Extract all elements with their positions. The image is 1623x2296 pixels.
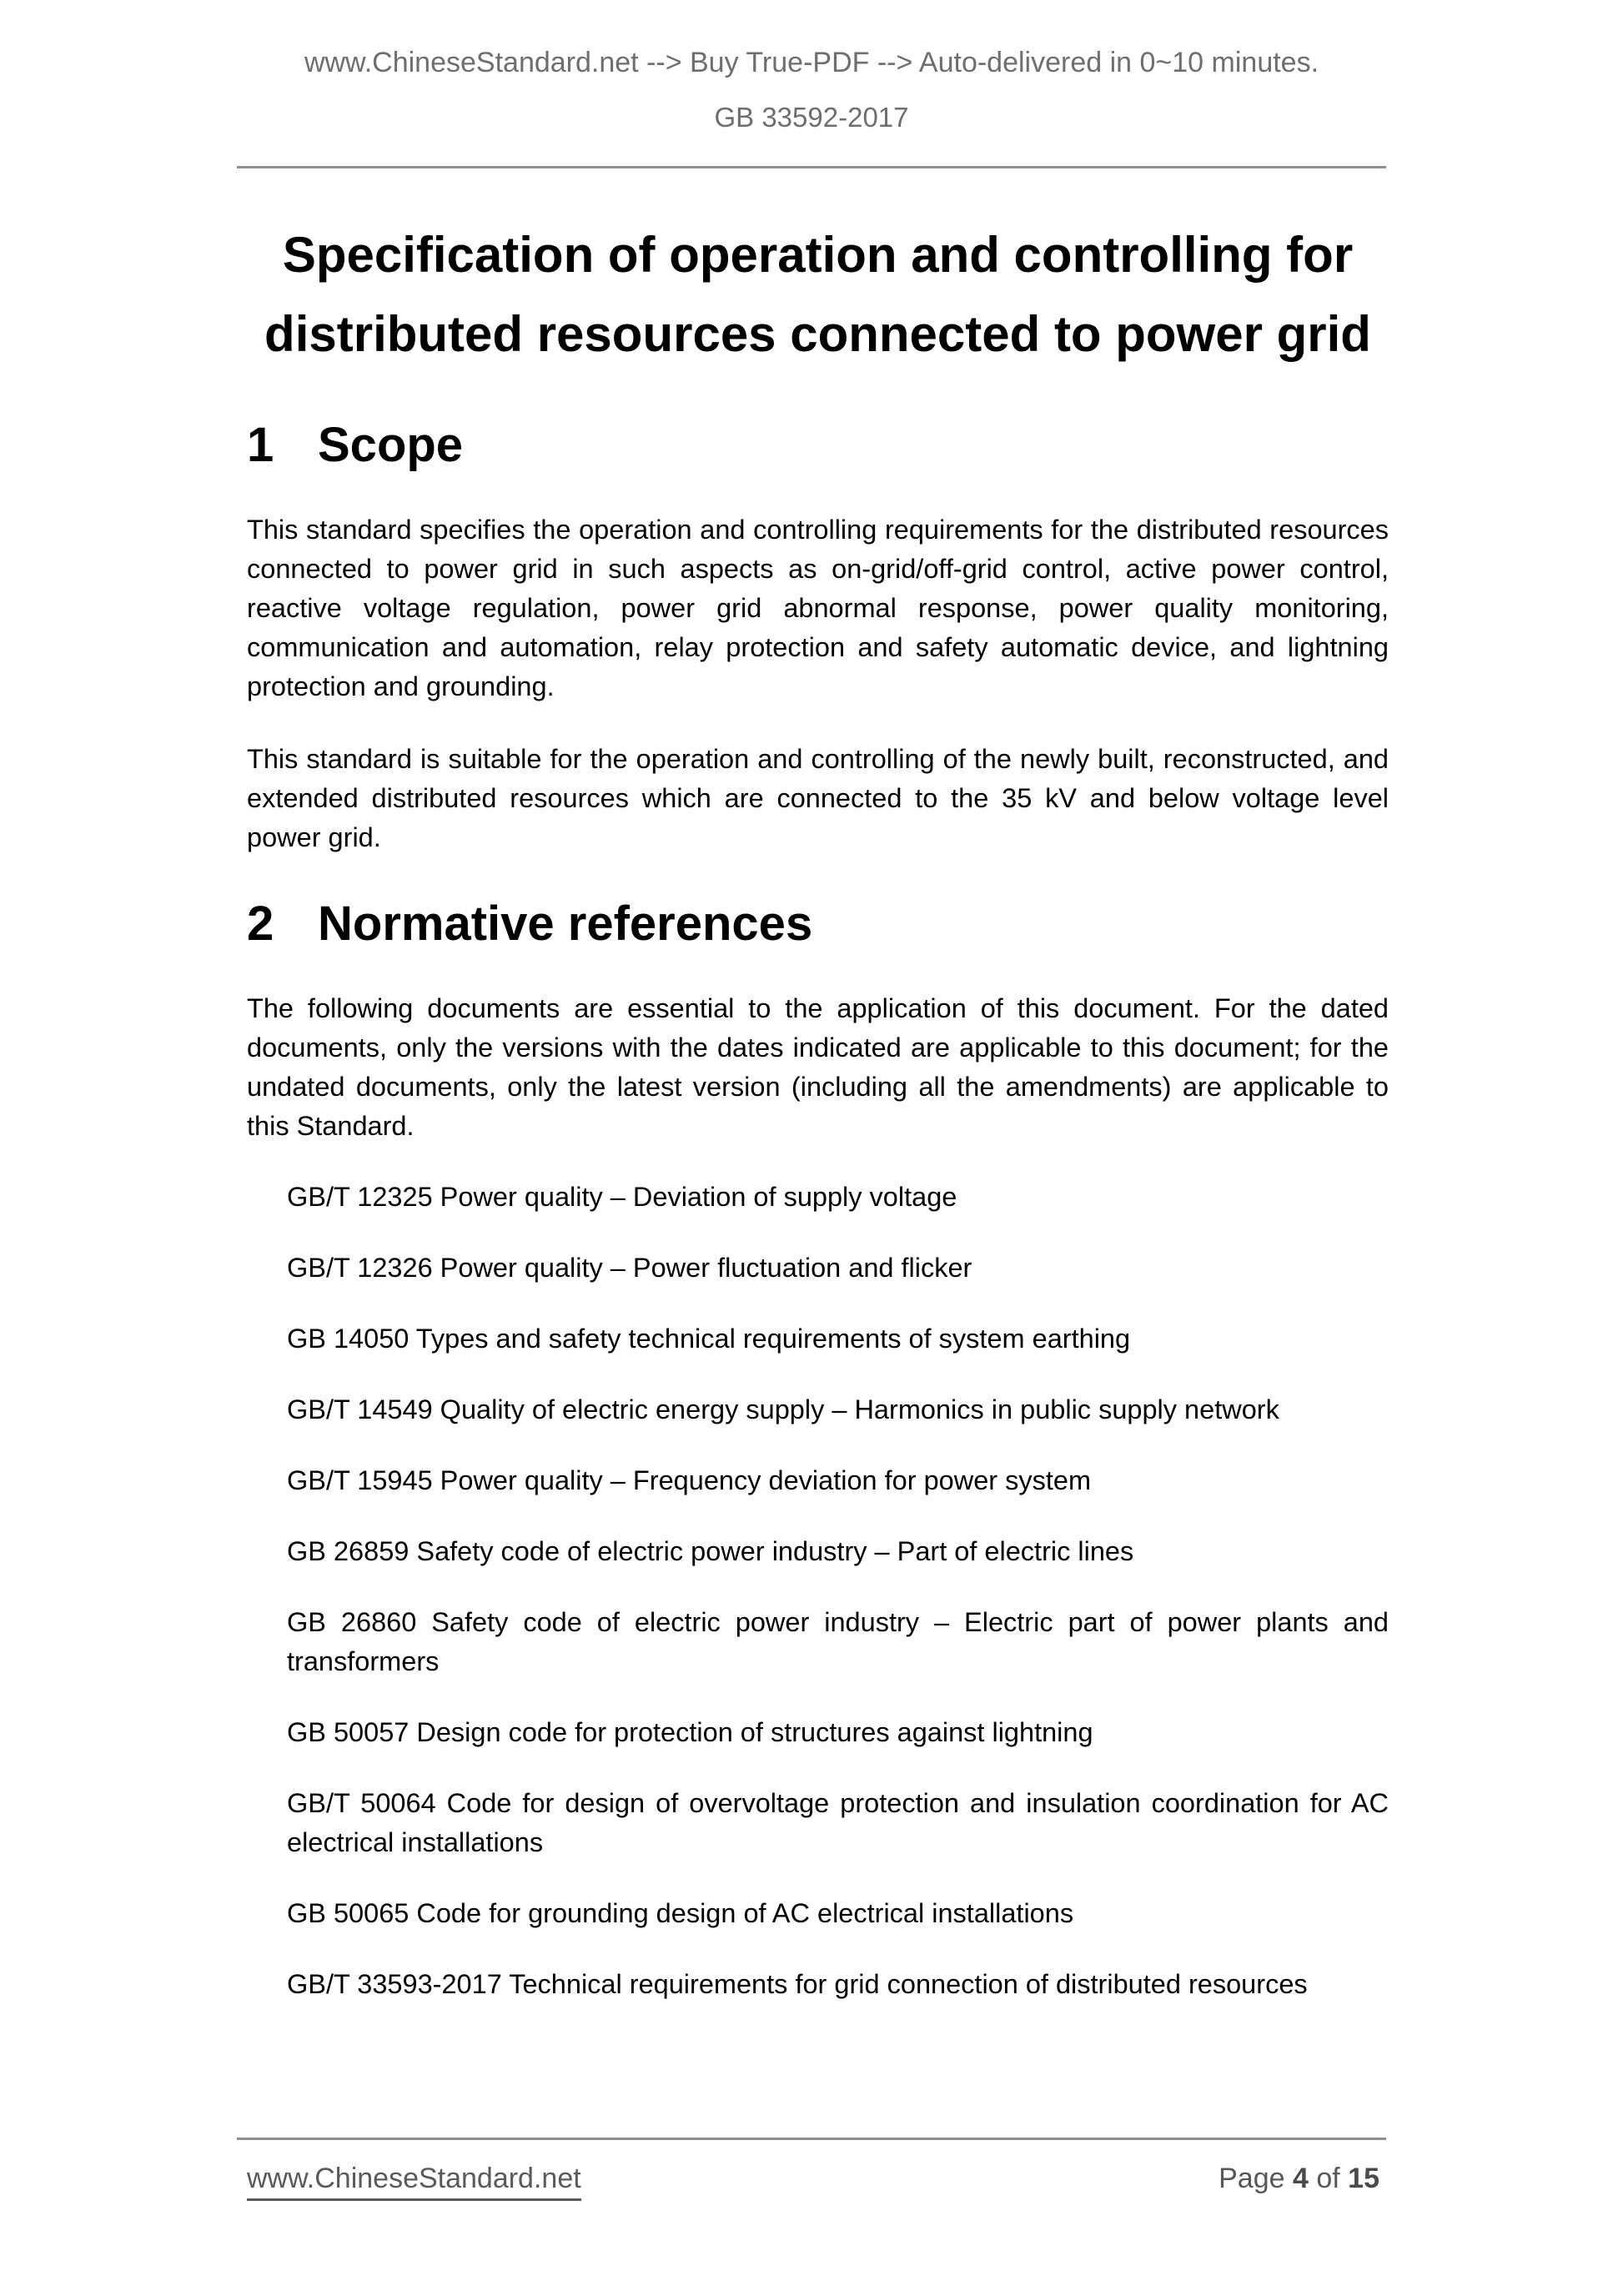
reference-item: GB/T 33593-2017 Technical requirements for grid connection of distributed resources — [287, 1969, 1308, 1999]
footer-site-link[interactable]: www.ChineseStandard.net — [247, 2160, 581, 2201]
scope-paragraph-1: This standard specifies the operation and controlling requirements for the distributed resources connected to power grid in such aspects as on-grid/off-grid control, active power control, reactive voltage regulation, power grid abnormal response, power quality monitoring, communication and automation, relay protection and safety automatic device, and lightning protection and grounding. — [247, 515, 1389, 701]
reference-item: GB/T 12326 Power quality – Power fluctuation and flicker — [287, 1253, 972, 1283]
reference-item: GB/T 14549 Quality of electric energy supply – Harmonics in public supply network — [287, 1394, 1279, 1424]
reference-item: GB/T 50064 Code for design of overvoltage protection and insulation coordination for AC electrical installations — [287, 1788, 1389, 1857]
scope-paragraph-2: This standard is suitable for the operation and controlling of the newly built, reconstructed, and extended distributed resources which are connected to the 35 kV and below voltage level power grid. — [247, 744, 1389, 852]
reference-item: GB 14050 Types and safety technical requirements of system earthing — [287, 1324, 1131, 1354]
page-of-label: of — [1316, 2163, 1340, 2194]
page-number-total: 15 — [1348, 2163, 1379, 2194]
reference-item: GB 50065 Code for grounding design of AC electrical installations — [287, 1898, 1074, 1928]
footer-divider — [237, 2138, 1386, 2140]
reference-item: GB 26860 Safety code of electric power industry – Electric part of power plants and transformers — [287, 1607, 1389, 1676]
page-indicator — [1219, 2160, 1379, 2197]
document-title-line-1: Specification of operation and controlling for — [282, 227, 1354, 283]
footer — [247, 2160, 1379, 2201]
reference-item: GB 50057 Design code for protection of structures against lightning — [287, 1717, 1093, 1747]
normative-references-intro-paragraph: The following documents are essential to the application of this document. For the dated documents, only the versions with the dates indicated are applicable to this document; for the undated documents, only the latest version (including all the amendments) are applicable to this Standard. — [247, 993, 1389, 1141]
document-body — [247, 215, 1389, 2004]
reference-item: GB/T 12325 Power quality – Deviation of supply voltage — [287, 1182, 957, 1212]
reference-item: GB 26859 Safety code of electric power industry – Part of electric lines — [287, 1536, 1134, 1566]
section-title: Normative references — [318, 897, 813, 951]
section-heading-scope — [247, 414, 1389, 477]
section-title: Scope — [318, 418, 464, 472]
header-divider — [237, 166, 1386, 168]
document-title — [247, 215, 1389, 374]
header-promo-line: www.ChineseStandard.net --> Buy True-PDF --> Auto-delivered in 0~10 minutes. — [304, 47, 1319, 78]
section-heading-normative-references — [247, 892, 1389, 956]
page-label: Page — [1219, 2163, 1285, 2194]
document-title-line-2: distributed resources connected to power grid — [264, 306, 1371, 362]
standard-code: GB 33592-2017 — [714, 102, 909, 133]
page-number-current: 4 — [1292, 2163, 1309, 2194]
reference-item: GB/T 15945 Power quality – Frequency deviation for power system — [287, 1465, 1092, 1495]
section-number: 1 — [247, 418, 274, 472]
section-number: 2 — [247, 897, 274, 951]
